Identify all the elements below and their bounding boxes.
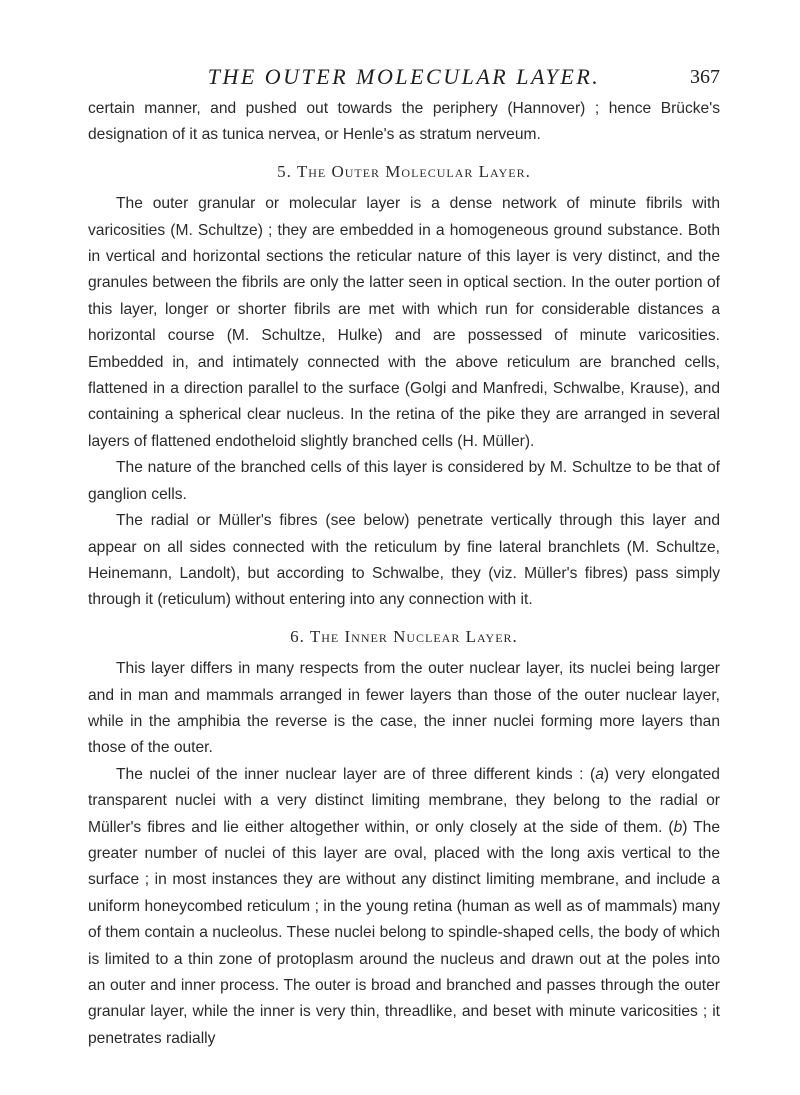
paragraph-continuation: certain manner, and pushed out towards the periphery (Hannover) ; hence Brücke's designation of it as tunica nervea, or Henle's as stratum nerveum. — [88, 100, 720, 144]
paragraph: The nature of the branched cells of this layer is considered by M. Schultze to be that of ganglion cells. — [88, 459, 720, 503]
page-number: 367 — [690, 66, 720, 88]
paragraph: The outer granular or molecular layer is a dense network of minute fibrils with varicosities (M. Schultze) ; they are embedded in a homogeneous ground substance. Both in vertical and horizontal sections the reticular nature of this layer is very distinct, and the granules between the fibrils are only the latter seen in optical section. In the outer portion of this layer, longer or shorter fibrils are met with which run for considerable distances a horizontal course (M. Schultze, Hulke) and are possessed of minute varicosities. Embedded in, and intimately connected with the above reticulum are branched cells, flattened in a direction parallel to the surface (Golgi and Manfredi, Schwalbe, Krause), and containing a spherical clear nucleus. In the retina of the pike they are arranged in several layers of flattened endotheloid slightly branched cells (H. Müller). — [88, 195, 720, 450]
running-head — [88, 64, 720, 94]
paragraph: The radial or Müller's fibres (see below) penetrate vertically through this layer and appear on all sides connected with the reticulum by fine lateral branchlets (M. Schultze, Heinemann, Landolt), but according to Schwalbe, they (viz. Müller's fibres) pass simply through it (reticulum) without entering into any connection with it. — [88, 512, 720, 609]
body-text — [88, 96, 720, 1052]
running-title: THE OUTER MOLECULAR LAYER. — [207, 64, 601, 89]
list-marker-b: b — [673, 818, 683, 836]
text-run: ) very elongated transparent nuclei with a very distinct limiting membrane, they belong to the radial or Müller's fibres and lie either altogether within, or only closely at the side of them. ( — [88, 765, 720, 836]
paragraph — [88, 762, 720, 1052]
section-heading-outer-molecular-layer: 5. The Outer Molecular Layer. — [277, 161, 531, 181]
paragraph: This layer differs in many respects from the outer nuclear layer, its nuclei being larger and in man and mammals arranged in fewer layers than those of the outer nuclear layer, while in the amphibia the reverse is the case, the inner nuclei forming more layers than those of the outer. — [88, 660, 720, 757]
text-run: The nuclei of the inner nuclear layer are of three different kinds : ( — [116, 765, 596, 783]
text-run: ) The greater number of nuclei of this layer are oval, placed with the long axis vertical to the surface ; in most instances they are without any distinct limiting membrane, and include a uniform honeycombed reticulum ; in the young retina (human as well as of mammals) many of them contain a nucleolus. These nuclei belong to spindle-shaped cells, the body of which is limited to a thin zone of protoplasm around the nucleus and drawn out at the poles into an outer and inner process. The outer is broad and branched and passes through the outer granular layer, while the inner is very thin, threadlike, and beset with minute varicosities ; it penetrates radially — [88, 818, 720, 1047]
list-marker-a: a — [595, 765, 604, 783]
section-heading-inner-nuclear-layer: 6. The Inner Nuclear Layer. — [290, 626, 518, 646]
